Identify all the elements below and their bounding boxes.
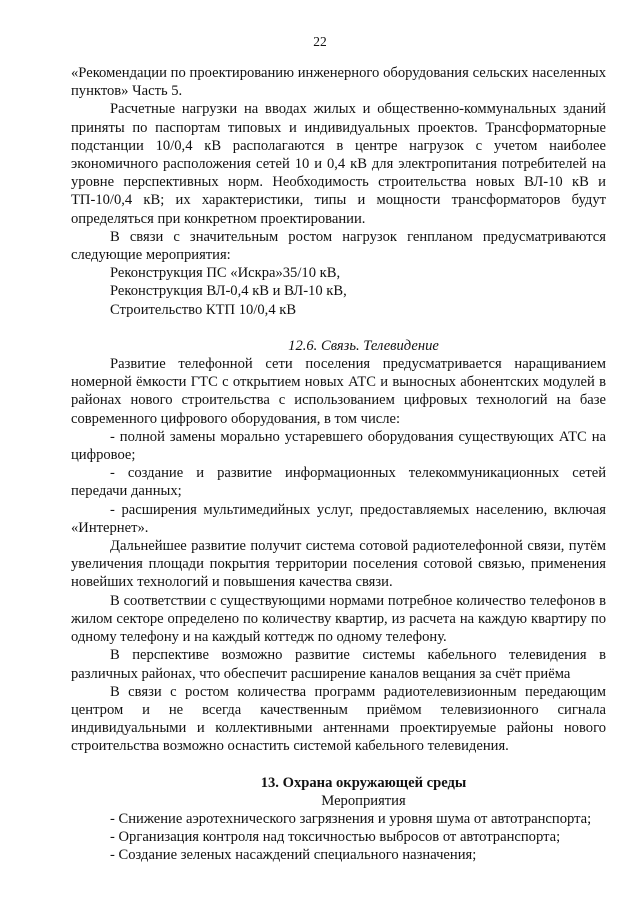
paragraph-bullet: - Снижение аэротехнического загрязнения и уровня шума от автотранспорта;: [110, 810, 592, 827]
paragraph-telephone: Развитие телефонной сети поселения предусматривается наращиванием номерной ёмкости ГТС с открытием новых АТС и выносных абонентских модулей в районах нового строительства с использованием цифровых технологий на базе современного цифрового оборудования, в том числе:: [71, 356, 606, 427]
page-number: 22: [313, 34, 327, 49]
list-item: Реконструкция ПС «Искра»35/10 кВ,: [110, 265, 341, 282]
list-item: Строительство КТП 10/0,4 кВ: [110, 301, 297, 318]
paragraph-bullet: - создание и развитие информационных телекоммуникационных сетей передачи данных;: [71, 465, 606, 500]
paragraph-loads: Расчетные нагрузки на вводах жилых и общественно-коммунальных зданий приняты по паспортам типовых и индивидуальных проектов. Трансформаторные подстанции 10/0,4 кВ располагаются в центре нагрузок с учетом наиболее экономичного расположения сетей 10 и 0,4 кВ для электропитания потребителей на уровне перспективных норм. Необходимость строительства новых ВЛ-10 кВ и ТП-10/0,4 кВ; их характеристики, типы и мощности трансформаторов будут определяться при конкретном проектировании.: [71, 101, 606, 227]
paragraph-cellular: Дальнейшее развитие получит система сотовой радиотелефонной связи, путём увеличения площади покрытия территории поселения сотовой связью, применения новейших технологий и повышения качества связи.: [71, 538, 606, 591]
page-content: [71, 64, 606, 865]
paragraph-bullet: - расширения мультимедийных услуг, предоставляемых населению, включая «Интернет».: [71, 501, 606, 536]
chapter-heading: 13. Охрана окружающей среды: [260, 774, 467, 791]
list-item: Реконструкция ВЛ-0,4 кВ и ВЛ-10 кВ,: [110, 283, 347, 300]
paragraph-norms: В соответствии с существующими нормами потребное количество телефонов в жилом секторе определено по количеству квартир, из расчета на каждую квартиру по одному телефону и на каждый коттедж по одному телефону.: [71, 592, 606, 646]
section-heading: 12.6. Связь. Телевидение: [288, 337, 439, 354]
paragraph-bullet: - Создание зеленых насаждений специального назначения;: [110, 847, 477, 864]
paragraph-reference: «Рекомендации по проектированию инженерного оборудования сельских населенных пунктов» Часть 5.: [71, 65, 606, 100]
paragraph-broadcast: В связи с ростом количества программ радиотелевизионным передающим центром и не всегда качественным приёмом телевизионного сигнала индивидуальными и коллективными антеннами проектируемые районы нового строительства возможно оснастить системой кабельного телевидения.: [71, 683, 606, 755]
chapter-subheading: Мероприятия: [321, 792, 406, 809]
paragraph-measures-intro: В связи с значительным ростом нагрузок генпланом предусматриваются следующие мероприятия:: [71, 228, 606, 264]
paragraph-cable-tv: В перспективе возможно развитие системы кабельного телевидения в различных районах, что обеспечит расширение каналов вещания за счёт приёма: [71, 647, 606, 682]
paragraph-bullet: - Организация контроля над токсичностью выбросов от автотранспорта;: [110, 829, 561, 846]
paragraph-bullet: - полной замены морально устаревшего оборудования существующих АТС на цифровое;: [71, 428, 606, 464]
